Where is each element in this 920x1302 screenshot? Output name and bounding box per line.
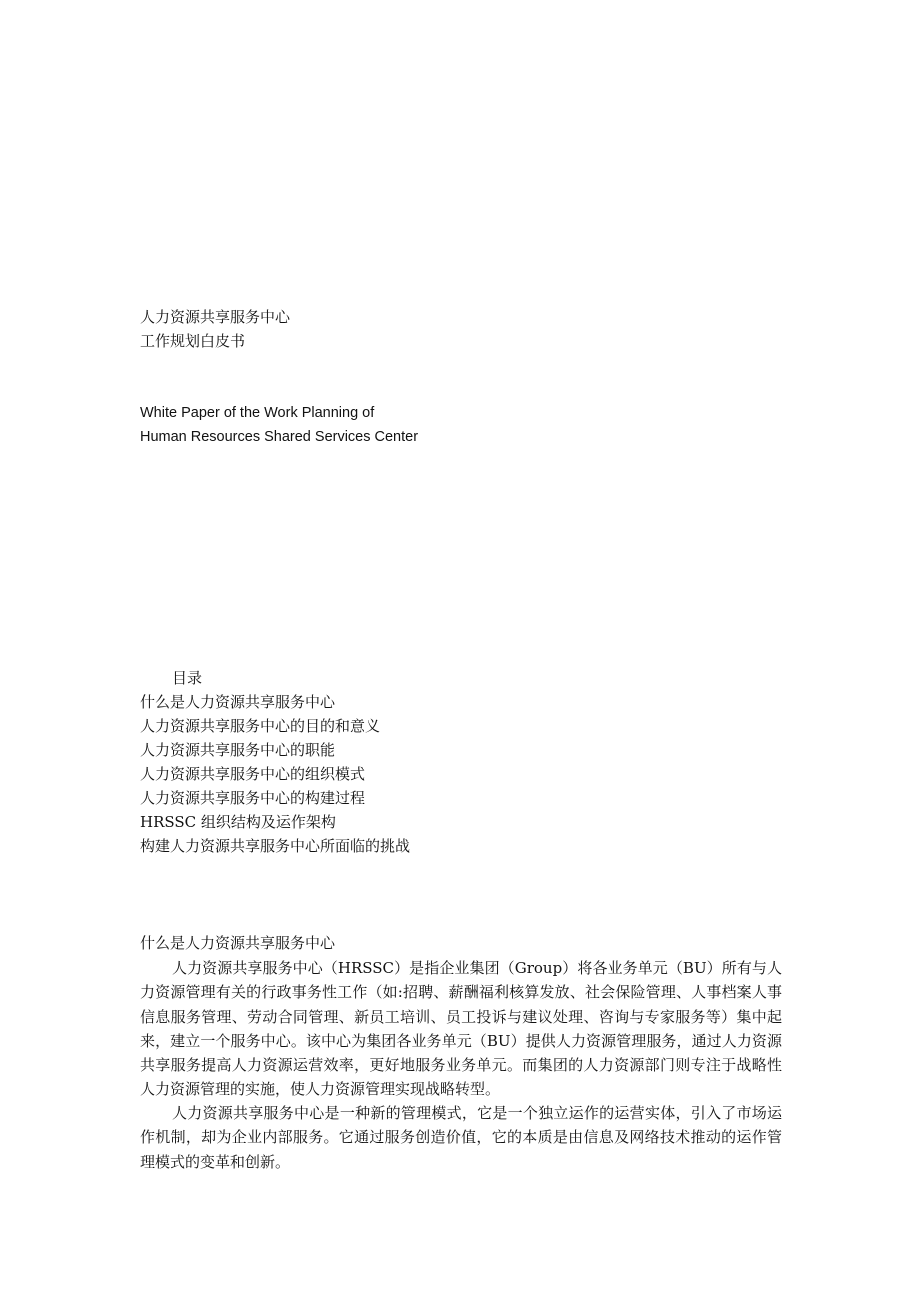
toc-item: 人力资源共享服务中心的构建过程 — [140, 789, 366, 807]
toc-item: 人力资源共享服务中心的职能 — [140, 741, 336, 759]
cover-title-cn-line1: 人力资源共享服务中心 — [140, 308, 291, 326]
toc-item: 人力资源共享服务中心的目的和意义 — [140, 717, 381, 735]
body-paragraph-1: 人力资源共享服务中心（HRSSC）是指企业集团（Group）将各业务单元（BU）所有与人力资源管理有关的行政事务性工作（如:招聘、薪酬福利核算发放、社会保险管理、人事档案人事信息服务管理、劳动合同管理、新员工培训、员工投诉与建议处理、咨询与专家服务等）集中起来，建立一个服务中心。该中心为集团各业务单元（BU）提供人力资源管理服务，通过人力资源共享服务提高人力资源运营效率，更好地服务业务单元。而集团的人力资源部门则专注于战略性人力资源管理的实施，使人力资源管理实现战略转型。 — [140, 959, 782, 1099]
body-paragraph-2: 人力资源共享服务中心是一种新的管理模式，它是一个独立运作的运营实体，引入了市场运作机制，却为企业内部服务。它通过服务创造价值，它的本质是由信息及网络技术推动的运作管理模式的变革和创新。 — [140, 1104, 782, 1171]
cover-title-cn-line2: 工作规划白皮书 — [140, 332, 246, 350]
cover-title-en-line2: Human Resources Shared Services Center — [140, 429, 419, 445]
section-heading: 什么是人力资源共享服务中心 — [140, 934, 336, 952]
toc-item: 什么是人力资源共享服务中心 — [140, 693, 336, 711]
toc-heading: 目录 — [172, 669, 203, 687]
toc-item: HRSSC 组织结构及运作架构 — [140, 813, 336, 831]
cover-title-en-line1: White Paper of the Work Planning of — [140, 405, 375, 421]
toc-item: 人力资源共享服务中心的组织模式 — [140, 765, 366, 783]
toc-item: 构建人力资源共享服务中心所面临的挑战 — [140, 837, 411, 855]
